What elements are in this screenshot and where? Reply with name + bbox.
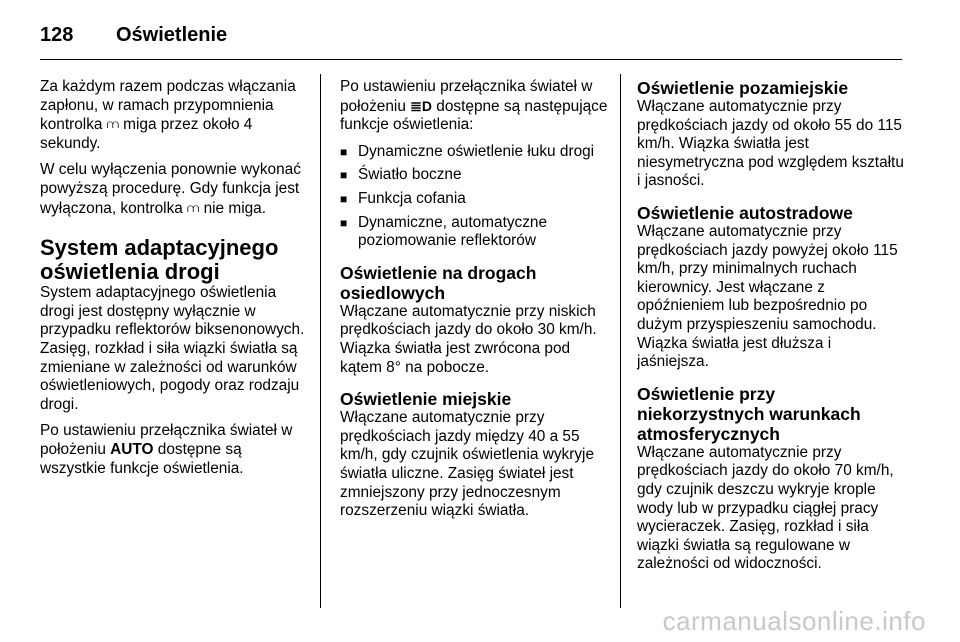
page-title: Oświetlenie xyxy=(116,23,228,46)
paragraph: Po ustawieniu przełącznika świateł w położeniu AUTO dostępne są wszystkie funkcje oświetlenia. xyxy=(40,422,293,477)
paragraph: W celu wyłączenia ponownie wykonać powyższą procedurę. Gdy funkcja jest wyłączona, kontrolka ⩋ nie miga. xyxy=(40,161,301,217)
paragraph: Włączane automatycznie przy prędkościach jazdy powyżej około 115 km/h, przy minimalnych ruchach kierownicy. Jest włączane z opóźnieniem lub bezpośrednio po dużym przyspieszeniu samochodu. Wiązka światła jest dłuższa i jaśniejsza. xyxy=(637,222,898,371)
adaptive-light-warning-icon: ⩋ xyxy=(187,200,200,215)
subsection-heading: Oświetlenie na drogach osiedlowych xyxy=(340,262,537,303)
list-item: ■ Dynamiczne oświetlenie łuku drogi xyxy=(340,142,595,160)
paragraph: Włączane automatycznie przy prędkościach jazdy między 40 a 55 km/h, gdy czujnik oświetlenia wykryje światła uliczne. Zasięg świateł jest zmniejszony przy jednoczesnym rozszerzeniu wiązki światła. xyxy=(340,409,595,520)
list-item: ■ Funkcja cofania xyxy=(340,189,466,207)
paragraph: Włączane automatycznie przy prędkościach jazdy do około 70 km/h, gdy czujnik deszczu wykryje krople wody lub w przypadku ciągłej pracy wycieraczek. Zasięg, rozkład i siła wiązki światła są regulowane w zależności od widoczności. xyxy=(637,443,894,573)
column-divider-1 xyxy=(320,74,321,608)
column-2 xyxy=(340,78,608,529)
paragraph: Włączane automatycznie przy niskich prędkościach jazdy do około 30 km/h. Wiązka światła jest zwrócona pod kątem 8° na pobocze. xyxy=(340,302,597,376)
list-item: ■ Dynamiczne, automatyczne poziomowanie reflektorów xyxy=(340,213,548,250)
subsection-heading: Oświetlenie miejskie xyxy=(340,389,512,410)
section-heading: System adaptacyjnego oświetlenia drogi xyxy=(40,235,279,285)
low-beam-icon: ≣D xyxy=(410,97,433,114)
subsection-heading: Oświetlenie pozamiejskie xyxy=(637,78,849,98)
page-number: 128 xyxy=(40,23,74,46)
adaptive-light-warning-icon: ⩋ xyxy=(106,117,119,132)
bullet-icon: ■ xyxy=(340,191,348,206)
page-header xyxy=(40,20,227,50)
feature-list xyxy=(340,143,608,251)
bullet-icon: ■ xyxy=(340,144,348,159)
paragraph: Za każdym razem podczas włączania zapłonu, w ramach przypomnienia kontrolka ⩋ miga przez około 4 sekundy. xyxy=(40,78,296,152)
paragraph: Po ustawieniu przełącznika świateł w położeniu ≣D dostępne są następujące funkcje oświetlenia: xyxy=(340,78,608,134)
watermark: carmanualsonline.info xyxy=(662,606,926,636)
column-1 xyxy=(40,78,308,486)
list-item: ■ Światło boczne xyxy=(340,166,462,184)
bullet-icon: ■ xyxy=(340,215,348,230)
bullet-icon: ■ xyxy=(340,168,348,183)
subsection-heading: Oświetlenie przy niekorzystnych warunkach atmosferycznych xyxy=(637,383,861,444)
paragraph: Włączane automatycznie przy prędkościach jazdy od około 55 do 115 km/h. Wiązka światła jest niesymetryczna pod względem kształtu i jasności. xyxy=(637,98,904,190)
header-rule xyxy=(40,59,902,60)
subsection-heading: Oświetlenie autostradowe xyxy=(637,202,853,223)
auto-position-label: AUTO xyxy=(110,440,154,458)
paragraph: System adaptacyjnego oświetlenia drogi jest dostępny wyłącznie w przypadku reflektorów biksenonowych. Zasięg, rozkład i siła wiązki światła są zmieniane w zależności od warunków oświetleniowych, pogody oraz rodzaju drogi. xyxy=(40,284,305,413)
column-divider-2 xyxy=(620,74,621,608)
column-3 xyxy=(637,78,905,582)
